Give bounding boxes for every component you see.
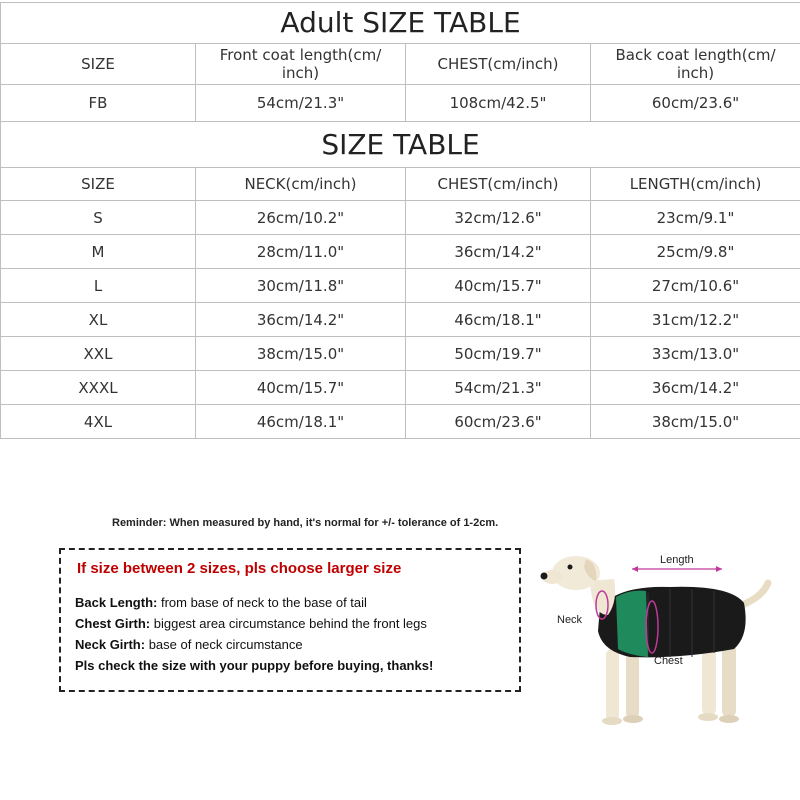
table-cell: 38cm/15.0" [196, 337, 406, 371]
table-cell: 60cm/23.6" [591, 85, 800, 122]
table-cell: 36cm/14.2" [196, 303, 406, 337]
table-cell: FB [1, 85, 196, 122]
table-cell: 36cm/14.2" [591, 371, 800, 405]
table-row [1, 201, 800, 235]
measurement-definitions [75, 592, 433, 676]
size-table-title: SIZE TABLE [1, 122, 800, 168]
check-size-text: Pls check the size with your puppy before buying, thanks! [75, 658, 434, 673]
neck-girth-label: Neck Girth: [75, 637, 146, 652]
table-cell: 50cm/19.7" [406, 337, 591, 371]
table-row [1, 337, 800, 371]
reminder-text: Reminder: When measured by hand, it's normal for +/- tolerance of 1-2cm. [112, 517, 499, 529]
dog-measurement-diagram [530, 545, 790, 735]
neck-girth-definition [75, 634, 433, 655]
back-length-text: from base of neck to the base of tail [157, 595, 367, 610]
chest-label: Chest [654, 655, 683, 667]
size-table-header-row [1, 168, 800, 201]
chest-girth-definition [75, 613, 433, 634]
dog-illustration [530, 545, 790, 735]
neck-label: Neck [557, 614, 583, 626]
chest-girth-label: Chest Girth: [75, 616, 151, 631]
table-row [1, 405, 800, 439]
table-cell: 23cm/9.1" [591, 201, 800, 235]
table-cell: 36cm/14.2" [406, 235, 591, 269]
table-cell: 40cm/15.7" [406, 269, 591, 303]
header-cell: NECK(cm/inch) [196, 168, 406, 201]
check-size-note [75, 655, 433, 676]
header-cell: SIZE [1, 44, 196, 85]
table-row [1, 303, 800, 337]
table-cell: 32cm/12.6" [406, 201, 591, 235]
table-row [1, 85, 800, 122]
table-cell: XL [1, 303, 196, 337]
measurement-note-box [59, 548, 521, 692]
table-cell: 25cm/9.8" [591, 235, 800, 269]
table-row [1, 371, 800, 405]
table-cell: M [1, 235, 196, 269]
table-cell: XXXL [1, 371, 196, 405]
header-cell: CHEST(cm/inch) [406, 44, 591, 85]
table-cell: 31cm/12.2" [591, 303, 800, 337]
chest-girth-text: biggest area circumstance behind the front legs [150, 616, 427, 631]
table-cell: 30cm/11.8" [196, 269, 406, 303]
table-cell: S [1, 201, 196, 235]
table-cell: 46cm/18.1" [406, 303, 591, 337]
table-cell: 40cm/15.7" [196, 371, 406, 405]
size-advice-headline: If size between 2 sizes, pls choose larger size [77, 560, 402, 577]
adult-table-header-row [1, 44, 800, 85]
length-label: Length [660, 554, 694, 566]
header-cell: SIZE [1, 168, 196, 201]
header-cell: Back coat length(cm/ inch) [591, 44, 800, 85]
size-table [0, 121, 800, 439]
table-cell: 33cm/13.0" [591, 337, 800, 371]
table-cell: 38cm/15.0" [591, 405, 800, 439]
table-cell: 26cm/10.2" [196, 201, 406, 235]
table-cell: L [1, 269, 196, 303]
table-row [1, 235, 800, 269]
table-cell: 4XL [1, 405, 196, 439]
header-cell: Front coat length(cm/ inch) [196, 44, 406, 85]
table-row [1, 269, 800, 303]
neck-girth-text: base of neck circumstance [145, 637, 303, 652]
adult-table-title: Adult SIZE TABLE [1, 3, 800, 44]
table-cell: 46cm/18.1" [196, 405, 406, 439]
header-cell: CHEST(cm/inch) [406, 168, 591, 201]
table-cell: 54cm/21.3" [406, 371, 591, 405]
table-cell: XXL [1, 337, 196, 371]
back-length-label: Back Length: [75, 595, 158, 610]
table-cell: 60cm/23.6" [406, 405, 591, 439]
back-length-definition [75, 592, 433, 613]
table-cell: 54cm/21.3" [196, 85, 406, 122]
adult-size-table [0, 2, 800, 122]
table-cell: 108cm/42.5" [406, 85, 591, 122]
table-cell: 28cm/11.0" [196, 235, 406, 269]
header-cell: LENGTH(cm/inch) [591, 168, 800, 201]
table-cell: 27cm/10.6" [591, 269, 800, 303]
